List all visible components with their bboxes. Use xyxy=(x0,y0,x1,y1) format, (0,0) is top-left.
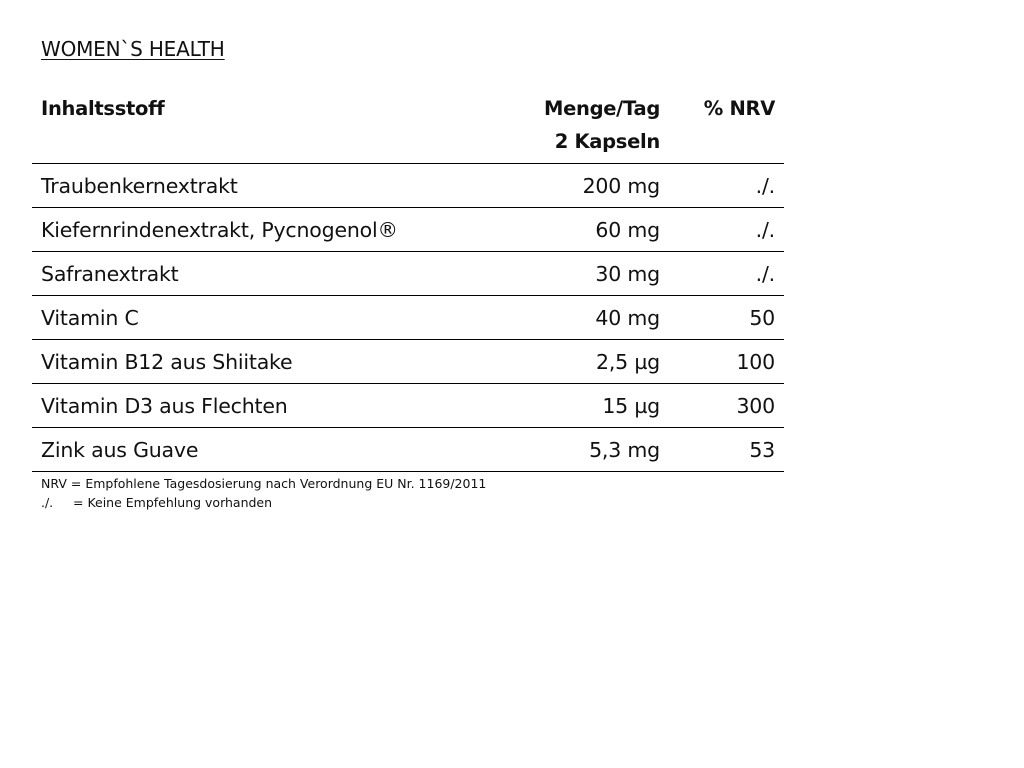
header-amount xyxy=(509,90,669,164)
header-amount-line2: 2 Kapseln xyxy=(554,130,660,153)
ingredient-cell: Traubenkernextrakt xyxy=(32,164,509,208)
ingredient-cell: Zink aus Guave xyxy=(32,428,509,472)
header-ingredient: Inhaltsstoff xyxy=(32,90,509,164)
nrv-cell: ./. xyxy=(669,252,784,296)
amount-cell: 60 mg xyxy=(509,208,669,252)
header-amount-line1: Menge/Tag xyxy=(543,97,660,120)
footnote-no-recommendation xyxy=(41,493,486,512)
nrv-cell: ./. xyxy=(669,208,784,252)
table-row xyxy=(32,384,784,428)
amount-cell: 30 mg xyxy=(509,252,669,296)
ingredient-cell: Vitamin C xyxy=(32,296,509,340)
amount-cell: 40 mg xyxy=(509,296,669,340)
header-nrv: % NRV xyxy=(669,90,784,164)
table-row xyxy=(32,296,784,340)
ingredient-cell: Vitamin D3 aus Flechten xyxy=(32,384,509,428)
table-row xyxy=(32,164,784,208)
amount-cell: 2,5 µg xyxy=(509,340,669,384)
amount-cell: 200 mg xyxy=(509,164,669,208)
nrv-cell: ./. xyxy=(669,164,784,208)
nrv-cell: 100 xyxy=(669,340,784,384)
footnotes xyxy=(41,474,486,512)
footnote-nrv: NRV = Empfohlene Tagesdosierung nach Verordnung EU Nr. 1169/2011 xyxy=(41,476,487,491)
nrv-cell: 50 xyxy=(669,296,784,340)
page-title: WOMEN`S HEALTH xyxy=(41,37,225,61)
nrv-cell: 300 xyxy=(669,384,784,428)
footnote-symbol: ./. xyxy=(41,495,54,510)
table-row xyxy=(32,252,784,296)
ingredient-cell: Safranextrakt xyxy=(32,252,509,296)
nutrition-table xyxy=(32,90,784,472)
amount-cell: 5,3 mg xyxy=(509,428,669,472)
ingredient-cell: Kiefernrindenextrakt, Pycnogenol® xyxy=(32,208,509,252)
table-row xyxy=(32,340,784,384)
ingredient-cell: Vitamin B12 aus Shiitake xyxy=(32,340,509,384)
table-row xyxy=(32,208,784,252)
footnote-symbol-text: = Keine Empfehlung vorhanden xyxy=(73,495,273,510)
table-header-row xyxy=(32,90,784,164)
table-row xyxy=(32,428,784,472)
nrv-cell: 53 xyxy=(669,428,784,472)
amount-cell: 15 µg xyxy=(509,384,669,428)
